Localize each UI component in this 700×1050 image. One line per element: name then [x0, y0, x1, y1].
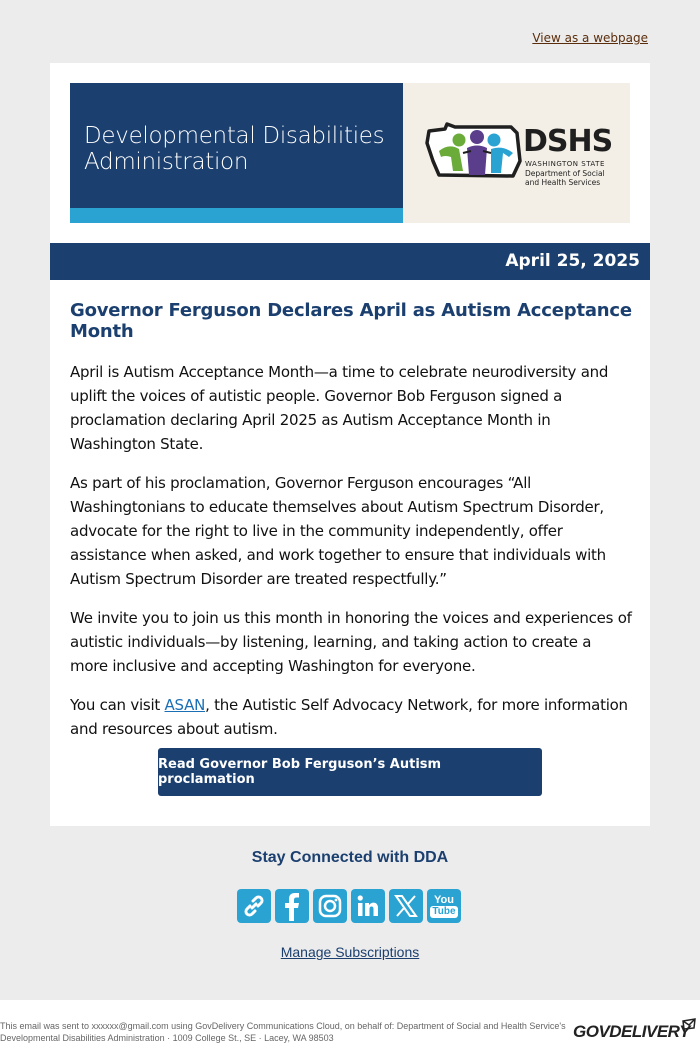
dshs-agency-name [525, 160, 605, 187]
logo-line2: and Health Services [525, 178, 601, 187]
dshs-wordmark: DSHS [523, 124, 613, 159]
banner-title-panel [70, 83, 403, 223]
email-card [50, 63, 650, 826]
date-bar [50, 243, 650, 280]
issue-date: April 25, 2025 [505, 251, 640, 271]
facebook-icon[interactable] [275, 889, 309, 923]
washington-family-icon [425, 121, 525, 189]
paragraph-4 [70, 693, 632, 741]
linkedin-icon[interactable] [351, 889, 385, 923]
paragraph-2: As part of his proclamation, Governor Ferguson encourages “All Washingtonians to educate themselves about Autism Spectrum Disorder, advocate for the right to live in the community independently, offer assistance when asked, and work together to ensure that individuals with Autism Spectrum Disorder are treated respectfully.” [70, 474, 606, 588]
govdelivery-logo [573, 1022, 690, 1042]
footer-disclaimer: This email was sent to xxxxxx@gmail.com using GovDelivery Communications Cloud, on behalf of: Department of Social and Health Service's Developmental Disabilities Administration · 1009 College St., SE · Lacey, WA 98503 [0, 1021, 566, 1043]
manage-subscriptions-link[interactable]: Manage Subscriptions [280, 944, 420, 960]
youtube-you-text: You [434, 894, 454, 906]
link-icon[interactable] [237, 889, 271, 923]
article-body [70, 300, 632, 756]
asan-link[interactable]: ASAN [164, 696, 206, 714]
x-icon[interactable] [389, 889, 423, 923]
paragraph-3: We invite you to join us this month in honoring the voices and experiences of autistic individuals—by listening, learning, and taking action to create a more inclusive and accepting Washington for everyone. [70, 609, 632, 675]
banner-title [84, 123, 394, 175]
youtube-tube-text: Tube [432, 906, 456, 917]
p4-text-after: , the Autistic Self Advocacy Network, for more information and resources about autism. [70, 696, 628, 738]
logo-line1: Department of Social [525, 169, 605, 178]
banner-title-line2: Administration [84, 149, 249, 175]
envelope-icon [682, 1018, 696, 1030]
article-headline: Governor Ferguson Declares April as Autism Acceptance Month [70, 300, 632, 342]
banner-accent-stripe [70, 208, 403, 223]
banner-title-line1: Developmental Disabilities [84, 123, 385, 149]
logo-state-text: WASHINGTON STATE [525, 160, 605, 168]
youtube-icon[interactable] [427, 889, 461, 923]
social-icons [237, 889, 461, 925]
stay-connected-heading: Stay Connected with DDA [251, 849, 449, 866]
govdelivery-wordmark: GOVDELIVERY [573, 1022, 690, 1041]
paragraph-1: April is Autism Acceptance Month—a time to celebrate neurodiversity and uplift the voices of autistic people. Governor Bob Ferguson signed a proclamation declaring April 2025 as Autism Acceptance Month in Washington State. [70, 363, 609, 453]
p4-text-before: You can visit [70, 696, 165, 714]
view-as-webpage-link[interactable]: View as a webpage [532, 31, 648, 45]
read-proclamation-button[interactable]: Read Governor Bob Ferguson’s Autism proclamation [158, 748, 542, 796]
email-footer [0, 1000, 700, 1050]
dda-banner [70, 83, 630, 223]
dshs-logo [425, 121, 615, 191]
instagram-icon[interactable] [313, 889, 347, 923]
